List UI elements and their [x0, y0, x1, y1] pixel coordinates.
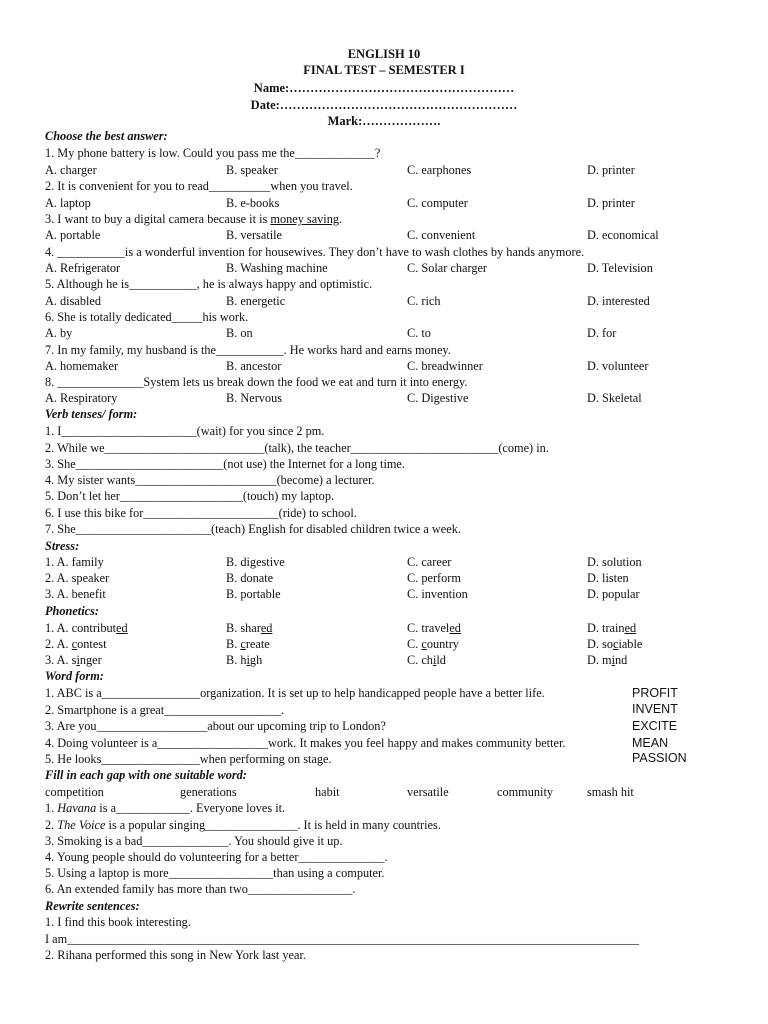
wordbank-3: habit [315, 785, 340, 799]
stress-3-c: C. invention [407, 587, 468, 601]
phon-3-a-pre: 3. A. s [45, 653, 77, 667]
stress-2-d: D. listen [587, 571, 629, 585]
question-2: 2. It is convenient for you to read__________when you travel. [45, 179, 353, 193]
gap-1-text: is a____________. Everyone loves it. [96, 801, 286, 815]
wordform-item-4: 4. Doing volunteer is a__________________work. It makes you feel happy and makes community better. [45, 736, 566, 750]
section-title-rewrite: Rewrite sentences: [45, 899, 140, 913]
q2-option-c: C. computer [407, 196, 468, 210]
section-title-fill-gap: Fill in each gap with one suitable word: [45, 768, 247, 782]
question-7: 7. In my family, my husband is the___________. He works hard and earns money. [45, 343, 451, 357]
phon-2-b [226, 636, 270, 652]
q7-option-d: D. volunteer [587, 359, 649, 373]
q3-option-b: B. versatile [226, 228, 283, 242]
gap-item-3: 3. Smoking is a bad______________. You should give it up. [45, 834, 343, 848]
verb-item-5: 5. Don’t let her____________________(touch) my laptop. [45, 489, 335, 503]
question-8: 8. ______________System lets us break down the food we eat and turn it into energy. [45, 375, 468, 389]
q7-option-b: B. ancestor [226, 359, 282, 373]
phon-2-c [407, 636, 459, 652]
stress-2-a: 2. A. speaker [45, 571, 110, 585]
phon-2-b-post: reate [245, 637, 270, 651]
phon-3-c-post: ld [436, 653, 446, 667]
q4-option-c: C. Solar charger [407, 261, 488, 275]
wordform-item-3: 3. Are you__________________about our upcoming trip to London? [45, 719, 386, 733]
stress-3-b: B. portable [226, 587, 281, 601]
wordbank-6: smash hit [587, 785, 634, 799]
phon-3-c-mark: i [432, 653, 437, 667]
phon-2-a-post: ontest [77, 637, 107, 651]
wordform-root-3: EXCITE [632, 719, 678, 733]
phon-1-c-pre: C. travel [407, 621, 450, 635]
q3-option-c: C. convenient [407, 228, 476, 242]
gap-2-text: is a popular singing_______________. It is held in many countries. [105, 818, 441, 832]
q1-option-d: D. printer [587, 163, 635, 177]
phon-1-c [407, 620, 461, 636]
wordbank-4: versatile [407, 785, 449, 799]
q8-option-b: B. Nervous [226, 391, 283, 405]
phon-3-b [226, 652, 262, 668]
phon-1-a-pre: 1. A. contribut [45, 621, 117, 635]
q3-end: . [339, 212, 343, 226]
rewrite-item-2: 2. Rihana performed this song in New York last year. [45, 948, 306, 962]
wordform-root-2: INVENT [632, 702, 678, 716]
q5-option-b: B. energetic [226, 294, 286, 308]
verb-item-7: 7. She______________________(teach) English for disabled children twice a week. [45, 522, 461, 536]
verb-item-3: 3. She________________________(not use) the Internet for a long time. [45, 457, 405, 471]
gap-2-num: 2. [45, 818, 58, 832]
mark-field [0, 113, 768, 129]
stress-1-b: B. digestive [226, 555, 285, 569]
wordform-item-2: 2. Smartphone is a great___________________. [45, 703, 285, 717]
wordform-root-5: PASSION [632, 751, 687, 765]
q6-option-a: A. by [45, 326, 73, 340]
question-5: 5. Although he is___________, he is always happy and optimistic. [45, 277, 373, 291]
q1-option-a: A. charger [45, 163, 97, 177]
phon-3-c-pre: C. ch [407, 653, 433, 667]
question-6: 6. She is totally dedicated_____his work. [45, 310, 249, 324]
gap-item-1 [45, 800, 285, 816]
phon-3-d-post: nd [615, 653, 628, 667]
phon-1-b [226, 620, 272, 636]
phon-2-d-post: iable [618, 637, 643, 651]
wordbank-5: community [497, 785, 554, 799]
phon-1-a [45, 620, 128, 636]
q6-option-b: B. on [226, 326, 253, 340]
wordbank-1: competition [45, 785, 104, 799]
stress-2-b: B. donate [226, 571, 274, 585]
phon-3-a-mark: i [76, 653, 80, 667]
phon-3-b-pre: B. h [226, 653, 247, 667]
rewrite-answer-1: I am_____________________________________________________________________________________________ [45, 932, 639, 946]
phon-2-c-mark: c [421, 637, 427, 651]
q5-option-d: D. interested [587, 294, 650, 308]
stress-1-d: D. solution [587, 555, 642, 569]
date-field: Date:………………………………………………… [250, 98, 518, 112]
section-title-word-form: Word form: [45, 669, 104, 683]
stress-1-c: C. career [407, 555, 452, 569]
phon-1-d-pre: D. train [587, 621, 625, 635]
wordform-item-5: 5. He looks________________when performing on stage. [45, 752, 332, 766]
phon-2-a [45, 636, 107, 652]
q1-option-b: B. speaker [226, 163, 278, 177]
verb-item-2: 2. While we__________________________(talk), the teacher________________________(come) in. [45, 441, 549, 455]
stress-3-a: 3. A. benefit [45, 587, 106, 601]
phon-3-d-pre: D. m [587, 653, 612, 667]
verb-item-6: 6. I use this bike for______________________(ride) to school. [45, 506, 357, 520]
phon-3-d-mark: i [611, 653, 616, 667]
q5-option-a: A. disabled [45, 294, 102, 308]
phon-3-b-post: gh [249, 653, 263, 667]
q7-option-a: A. homemaker [45, 359, 119, 373]
phon-2-d-pre: D. so [587, 637, 613, 651]
q5-option-c: C. rich [407, 294, 441, 308]
q3-option-d: D. economical [587, 228, 659, 242]
phon-2-d-mark: c [612, 637, 619, 651]
section-title-stress: Stress: [45, 539, 80, 553]
stress-3-d: D. popular [587, 587, 640, 601]
phon-3-b-mark: i [246, 653, 250, 667]
gap-item-2 [45, 817, 441, 833]
rewrite-item-1: 1. I find this book interesting. [45, 915, 191, 929]
q2-option-b: B. e-books [226, 196, 280, 210]
phon-3-a [45, 652, 102, 668]
wordform-root-1: PROFIT [632, 686, 678, 700]
phon-1-d [587, 620, 636, 636]
phon-1-c-mark: ed [449, 621, 461, 635]
gap-2-title: The Voice [57, 818, 106, 832]
q4-option-b: B. Washing machine [226, 261, 328, 275]
stress-1-a: 1. A. family [45, 555, 104, 569]
section-title-phonetics: Phonetics: [45, 604, 99, 618]
phon-3-d [587, 652, 627, 668]
q3-option-a: A. portable [45, 228, 101, 242]
section-title-choose: Choose the best answer: [45, 129, 168, 143]
stress-2-c: C. perform [407, 571, 461, 585]
subject-title: ENGLISH 10 [347, 47, 421, 61]
verb-item-4: 4. My sister wants_______________________(become) a lecturer. [45, 473, 375, 487]
mark-label: Mark:………………. [327, 114, 441, 128]
q2-option-a: A. laptop [45, 196, 91, 210]
wordform-root-4: MEAN [632, 736, 669, 750]
q4-option-d: D. Television [587, 261, 653, 275]
gap-item-6: 6. An extended family has more than two_________________. [45, 882, 356, 896]
phon-2-a-pre: 2. A. [45, 637, 72, 651]
question-3 [45, 211, 342, 227]
gap-1-num: 1. [45, 801, 58, 815]
phon-1-b-pre: B. shar [226, 621, 261, 635]
phon-2-a-mark: c [71, 637, 78, 651]
section-title-verb-tenses: Verb tenses/ form: [45, 407, 138, 421]
phon-2-c-post: ountry [426, 637, 459, 651]
question-4: 4. ___________is a wonderful invention for housewives. They don’t have to wash clothes by hands anymore. [45, 245, 585, 259]
q8-option-a: A. Respiratory [45, 391, 118, 405]
q1-option-c: C. earphones [407, 163, 472, 177]
phon-3-a-post: nger [79, 653, 102, 667]
gap-item-5: 5. Using a laptop is more_________________than using a computer. [45, 866, 385, 880]
wordbank-2: generations [180, 785, 237, 799]
phon-2-b-mark: c [240, 637, 246, 651]
q3-text: 3. I want to buy a digital camera because it is [45, 212, 271, 226]
gap-1-title: Havana [57, 801, 97, 815]
q7-option-c: C. breadwinner [407, 359, 483, 373]
phon-2-c-pre: C. [407, 637, 422, 651]
test-title: FINAL TEST – SEMESTER I [303, 63, 465, 77]
q8-option-d: D. Skeletal [587, 391, 642, 405]
verb-item-1: 1. I______________________(wait) for you since 2 pm. [45, 424, 325, 438]
phon-1-a-mark: ed [116, 621, 128, 635]
name-field: Name:……………………………………………… [253, 81, 515, 95]
phon-2-b-pre: B. [226, 637, 241, 651]
q2-option-d: D. printer [587, 196, 635, 210]
q6-option-c: C. to [407, 326, 431, 340]
q6-option-d: D. for [587, 326, 617, 340]
phon-3-c [407, 652, 446, 668]
wordform-item-1: 1. ABC is a________________organization. It is set up to help handicapped people have a better life. [45, 686, 545, 700]
phon-2-d [587, 636, 642, 652]
q3-underlined: money saving [270, 212, 340, 226]
phon-1-d-mark: ed [624, 621, 637, 635]
q8-option-c: C. Digestive [407, 391, 469, 405]
phon-1-b-mark: ed [260, 621, 273, 635]
gap-item-4: 4. Young people should do volunteering for a better______________. [45, 850, 388, 864]
question-1: 1. My phone battery is low. Could you pass me the_____________? [45, 146, 381, 160]
q4-option-a: A. Refrigerator [45, 261, 121, 275]
